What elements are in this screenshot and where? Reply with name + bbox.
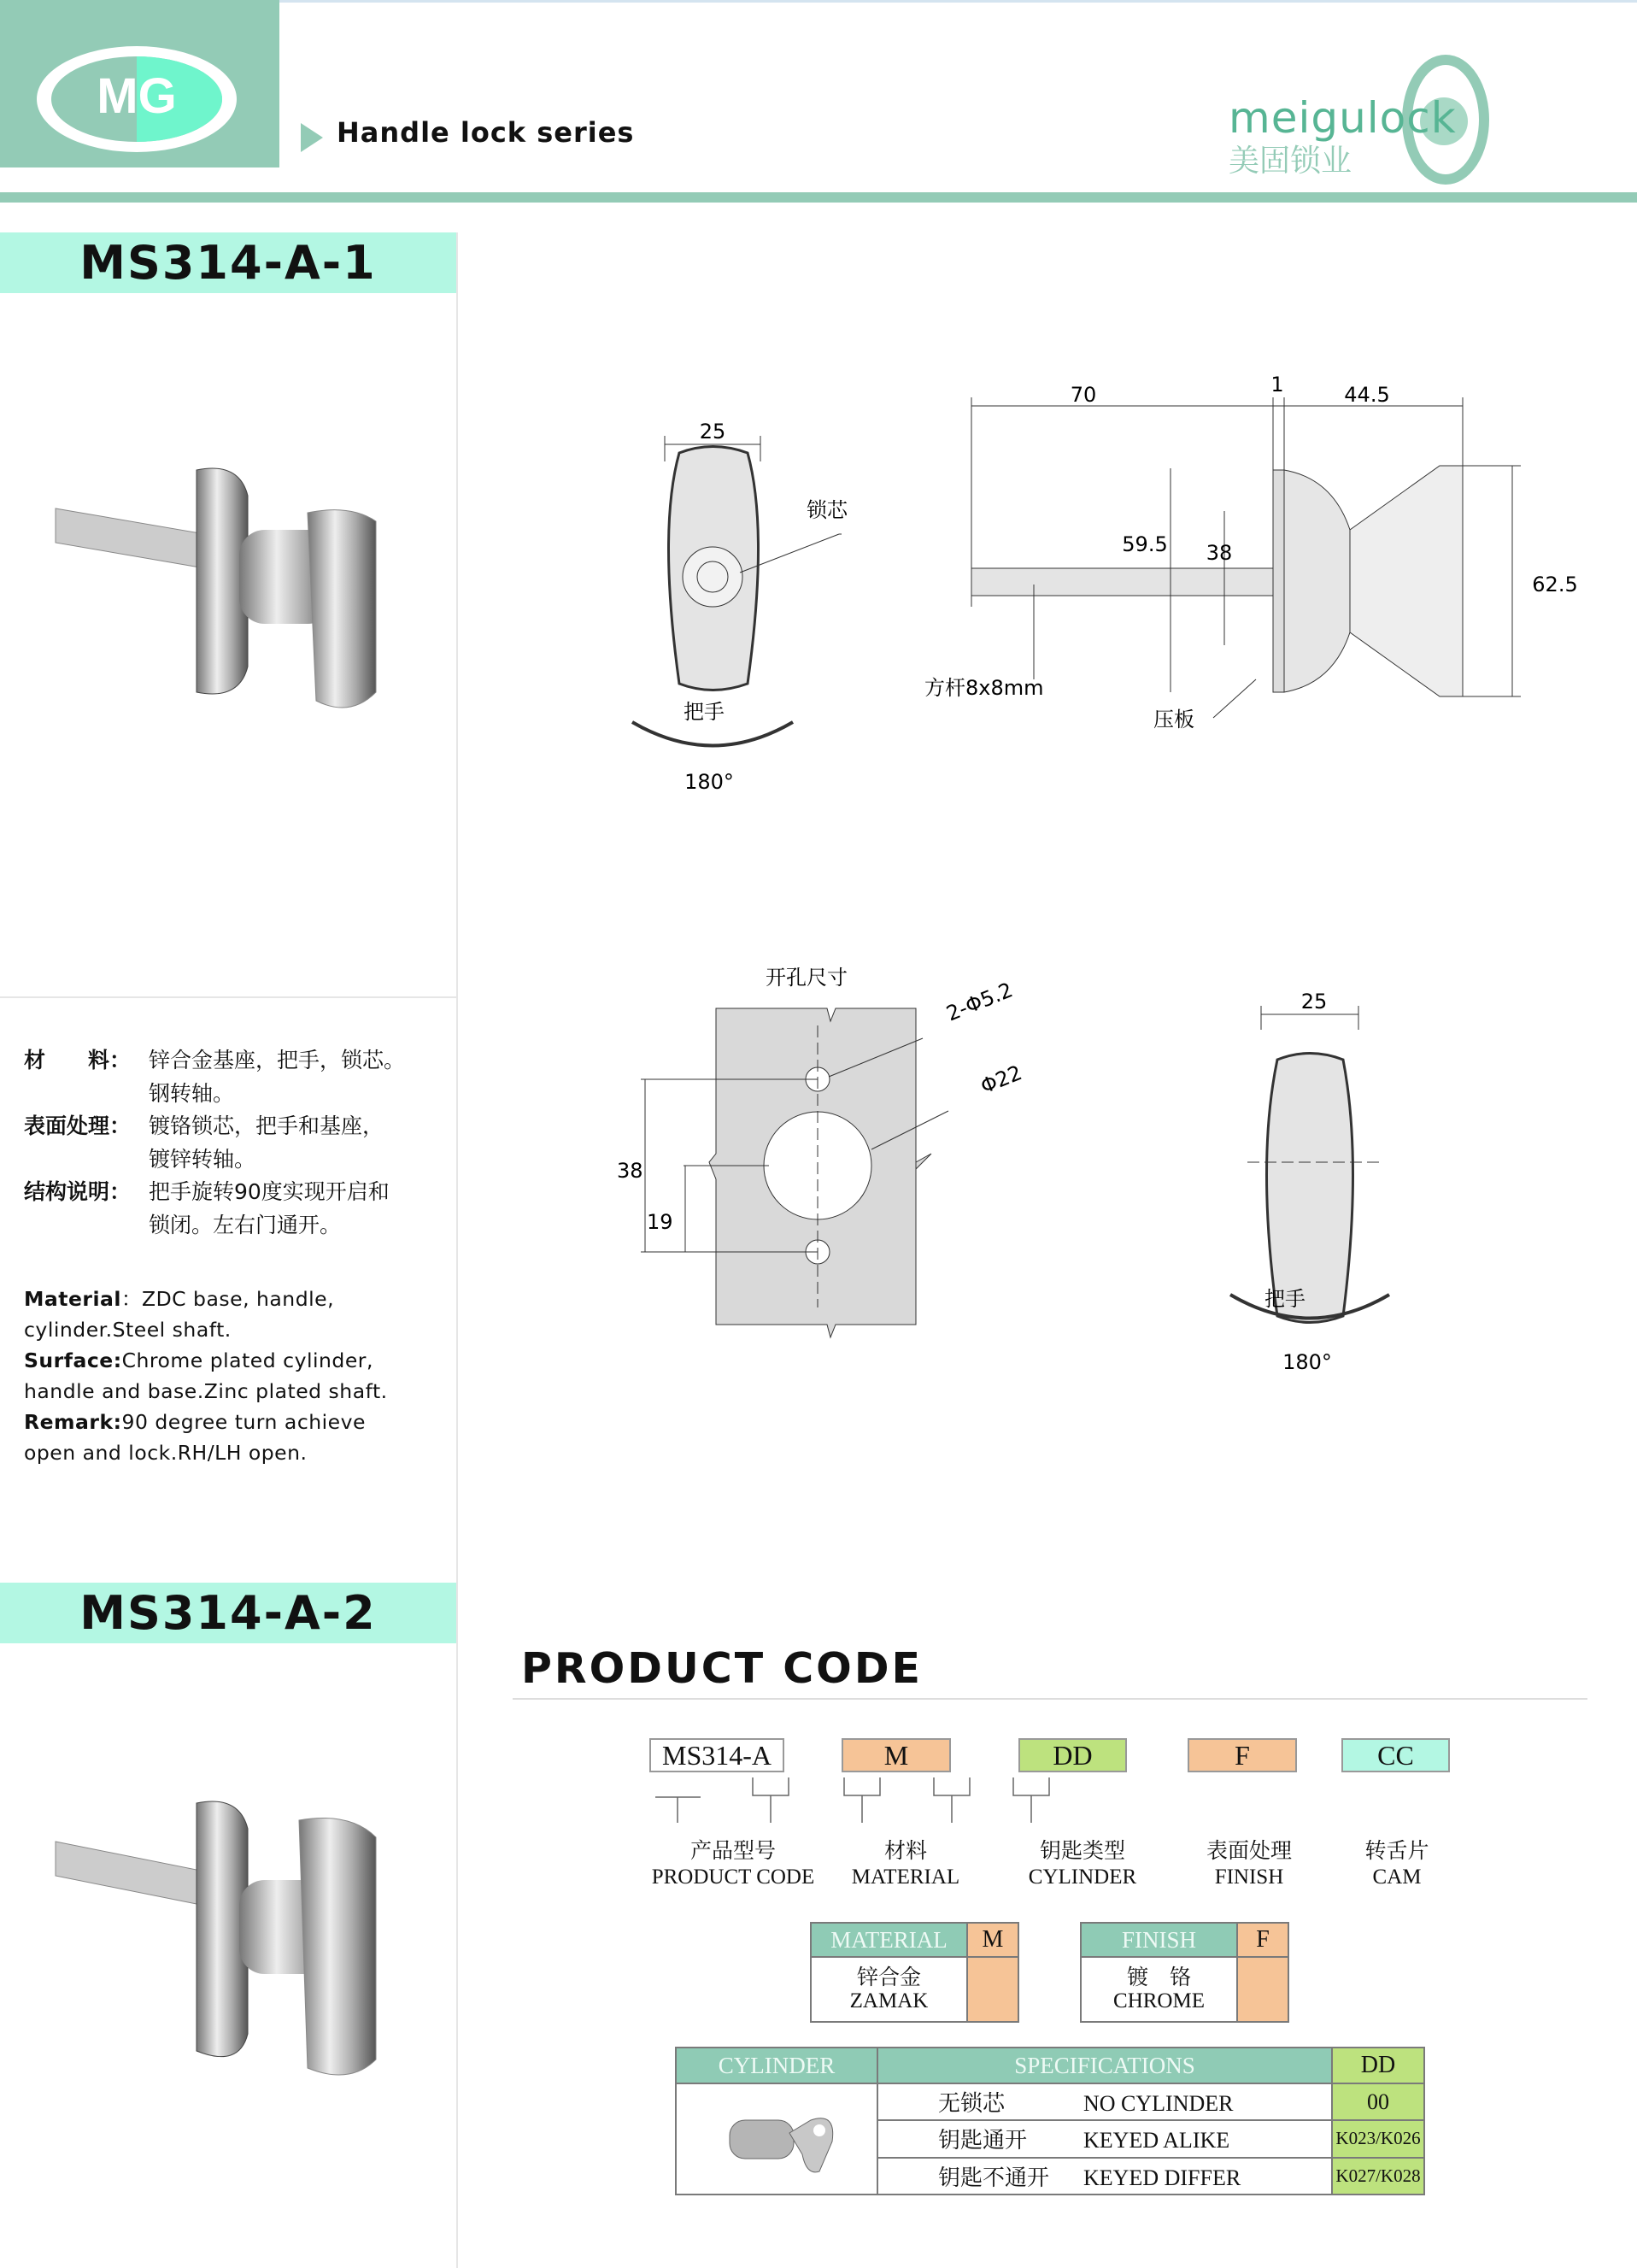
svg-text:59.5: 59.5 [1122,532,1168,556]
svg-text:开孔尺寸: 开孔尺寸 [766,966,848,990]
specs-english: Material：ZDC base, handle, cylinder.Steel shaft. Surface:Chrome plated cylinder, handle and base.Zinc plated shaft. Remark:90 degree turn achieve open and lock.RH/LH open. [24,1287,388,1465]
technical-drawings [598,359,1637,1384]
code-connectors [632,1773,1487,1842]
cutout-view [641,1008,948,1337]
svg-text:25: 25 [699,420,726,444]
svg-text:方杆8x8mm: 方杆8x8mm [924,676,1044,700]
code-label-product: 产品型号 PRODUCT CODE [651,1840,815,1889]
cylinder-key-image [676,2083,877,2195]
svg-text:锁芯: 锁芯 [807,498,848,522]
svg-text:MG: MG [97,68,177,124]
code-box-cylinder: DD [1018,1738,1127,1772]
specs-chinese: 材 料： 锌合金基座，把手，锁芯。 钢转轴。 表面处理： 镀铬锁芯，把手和基座， 镀锌转轴。 结构说明： 把手旋转90度实现开启和 锁闭。左右门通开。 [24,1048,406,1237]
svg-text:38: 38 [1206,541,1233,565]
mg-logo [0,0,279,167]
svg-text:38: 38 [617,1159,643,1183]
svg-text:180°: 180° [684,770,734,794]
svg-text:把手: 把手 [1264,1287,1305,1311]
material-table: MATERIAL M 锌合金 ZAMAK [810,1922,1019,2023]
product-code-divider [513,1698,1587,1700]
svg-text:Φ22: Φ22 [977,1061,1026,1099]
code-label-finish: 表面处理 FINISH [1206,1840,1292,1889]
svg-text:把手: 把手 [684,700,725,724]
svg-text:70: 70 [1070,383,1097,407]
side-view [971,397,1521,718]
svg-text:美固锁业: 美固锁业 [1229,144,1352,179]
svg-text:19: 19 [647,1210,673,1234]
mg-logo-panel [0,0,279,167]
front-view [632,436,842,746]
svg-text:25: 25 [1300,990,1328,1014]
header-divider [0,192,1637,203]
cylinder-key-icon [713,2095,841,2180]
cylinder-table: CYLINDER SPECIFICATIONS DD 无锁芯 NO CYLINDER 00 钥匙通开 KEYED ALIKE K023/K026 钥匙不通开 KEYED DIFFER K027/K028 [675,2047,1425,2195]
code-label-cam: 转舌片 CAM [1364,1840,1429,1889]
svg-text:62.5: 62.5 [1532,573,1578,596]
svg-text:1: 1 [1270,373,1284,397]
svg-text:meigulock: meigulock [1229,93,1457,143]
product-photo-2 [43,1777,436,2102]
meigulock-logo [1222,51,1546,191]
model-label-1: MS314-A-1 [0,232,456,293]
model-label-2: MS314-A-2 [0,1583,456,1643]
product-code-title: PRODUCT CODE [521,1644,923,1693]
svg-text:180°: 180° [1282,1350,1332,1374]
front-view-2 [1230,1006,1389,1323]
series-title: Handle lock series [337,116,635,149]
code-box-finish: F [1188,1738,1297,1772]
column-divider [456,232,458,2268]
finish-table: FINISH F 镀 铬 CHROME [1080,1922,1289,2023]
code-box-product: MS314-A [649,1738,784,1772]
code-label-cylinder: 钥匙类型 CYLINDER [1028,1840,1137,1889]
code-box-material: M [842,1738,951,1772]
code-box-cam: CC [1341,1738,1450,1772]
svg-text:压板: 压板 [1153,708,1194,732]
svg-text:44.5: 44.5 [1344,383,1390,407]
image-divider [0,996,456,998]
product-photo-1 [43,444,436,735]
code-label-material: 材料 MATERIAL [851,1840,960,1889]
svg-text:2-Φ5.2: 2-Φ5.2 [942,978,1017,1026]
